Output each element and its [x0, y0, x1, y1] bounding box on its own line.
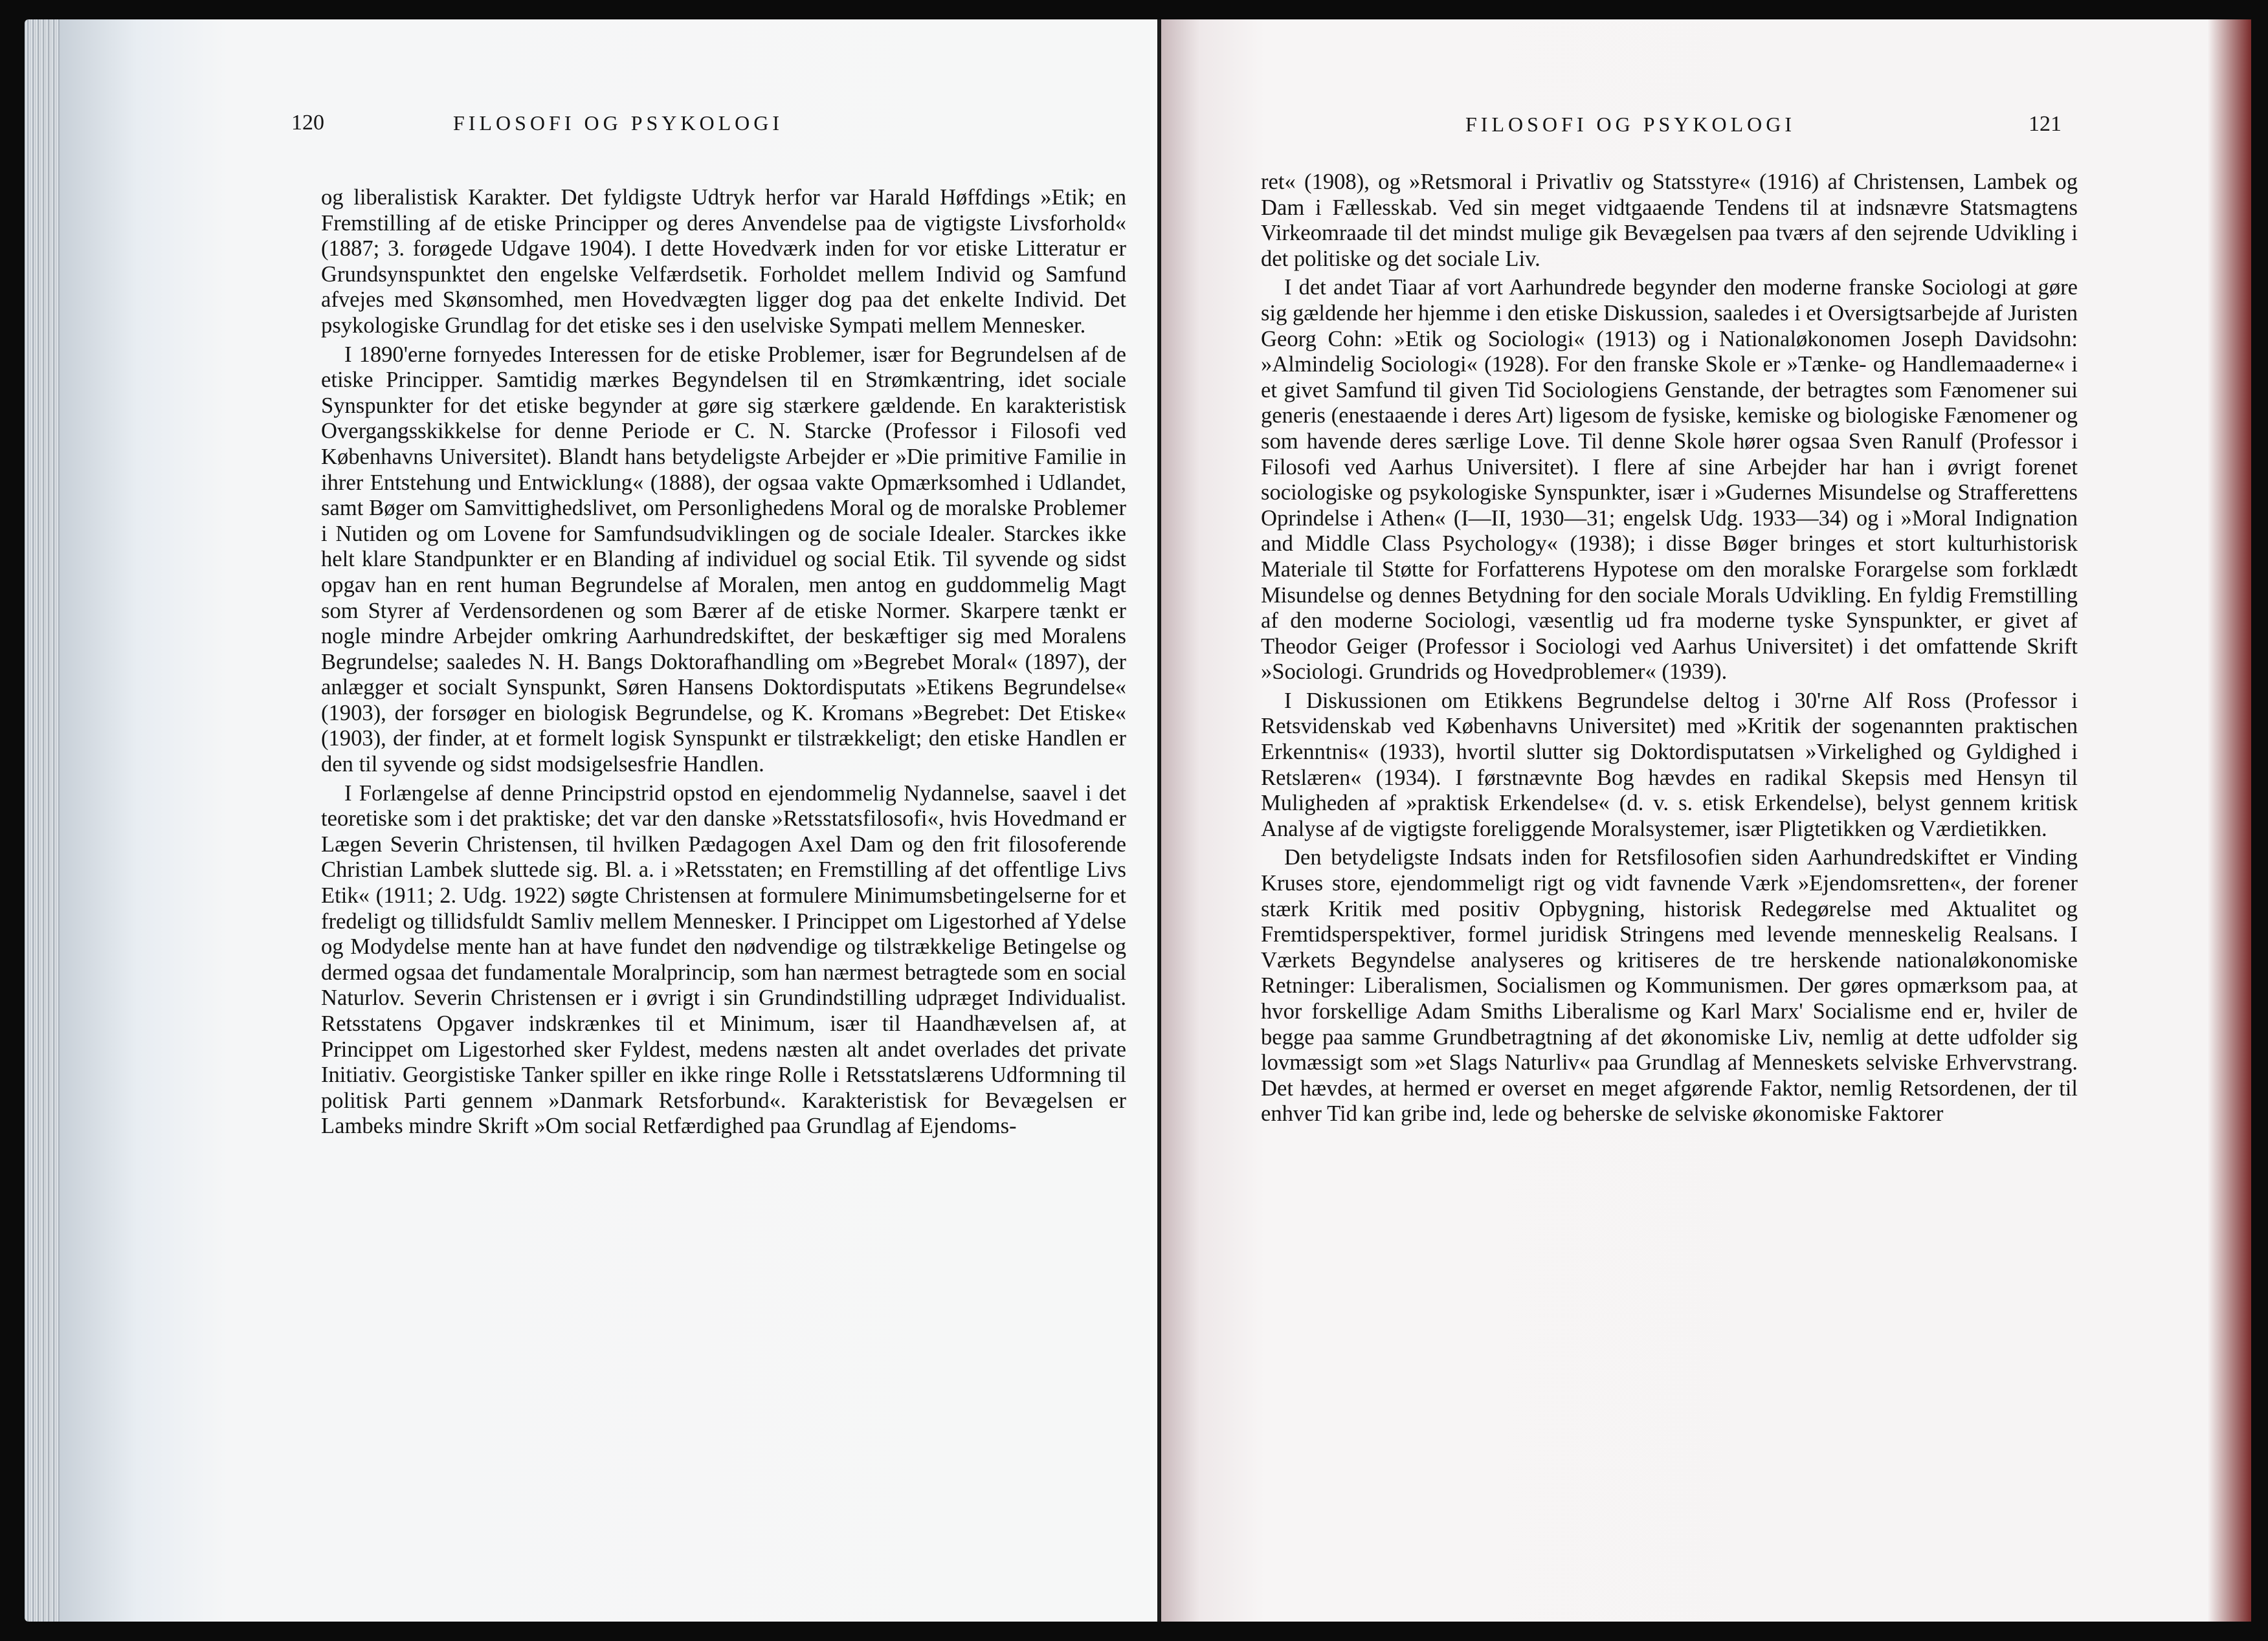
paragraph: og liberalistisk Karakter. Det fyldigste Udtryk herfor var Harald Høffdings »Etik; en Fremstilling af de etiske Principper og deres Anvendelse paa de vigtigste Livsforhold« (1887; 3. forøgede Udgave 1904). I dette Hovedværk inden for vor etiske Litteratur er Grundsynspunktet den engelske Velfærdsetik. Forholdet mellem Individ og Samfund afvejes med Skønsomhed, men Hovedvægten ligger dog paa det enkelte Individ. Det psykologiske Grundlag for det etiske ses i den uselviske Sympati mellem Mennesker.: [321, 185, 1126, 338]
right-page: [1161, 19, 2251, 1622]
paragraph: I 1890'erne fornyedes Interessen for de etiske Problemer, især for Begrundelsen af de etiske Principper. Samtidig mærkes Begyndelsen til en Strømkæntring, idet sociale Synspunkter for det etiske begynder at gøre sig stærkere gældende. En karakteristisk Overgangsskikkelse for denne Periode er C. N. Starcke (Professor i Filosofi ved Københavns Universitet). Blandt hans betydeligste Arbejder er »Die primitive Familie in ihrer Entstehung und Entwicklung« (1888), der ogsaa vakte Opmærksomhed i Udlandet, samt Bøger om Samvittighedslivet, om Personlighedens Moral og de moralske Problemer i Nutiden og om Lovene for Samfundsudviklingen og de sociale Idealer. Starckes ikke helt klare Standpunkter er en Blanding af individuel og social Etik. Til syvende og sidst opgav han en rent human Begrundelse af Moralen, men antog en guddommelig Magt som Styrer af Verdensordenen og som Bærer af de etiske Normer. Skarpere tænkt er nogle mindre Arbejder omkring Aarhundredskiftet, der beskæftiger sig med Moralens Begrundelse; saaledes N. H. Bangs Doktorafhandling om »Begrebet Moral« (1897), der anlægger et socialt Synspunkt, Søren Hansens Doktordisputats »Etikens Begrundelse« (1903), der forsøger en biologisk Begrundelse, og K. Kromans »Begrebet: Det Etiske« (1903), der finder, at et formelt logisk Synspunkt er tilstrækkeligt; den etiske Handlen er den til syvende og sidst modsigelsesfrie Handlen.: [321, 342, 1126, 777]
right-page-body: [1261, 170, 2078, 1130]
paragraph: Den betydeligste Indsats inden for Retsfilosofien siden Aarhundredskiftet er Vinding Kruses store, ejendommeligt rigt og vidt favnende Værk »Ejendomsretten«, der forener stærk Kritik med positiv Opbygning, historisk Redegørelse med Aktualitet og Fremtidsperspektiver, formel juridisk Stringens med levende menneskelig Realsans. I Værkets Begyndelse analyseres og kritiseres de tre herskende nationaløkonomiske Retninger: Liberalismen, Socialismen og Kommunismen. Der gøres opmærksom paa, at hvor forskellige Adam Smiths Liberalisme og Karl Marx' Socialisme end er, hviler de begge paa samme Grundbetragtning af det økonomiske Liv, nemlig at dette udfolder sig lovmæssigt som »et Slags Naturliv« paa Grundlag af Menneskets selviske Erhvervstrang. Det hævdes, at hermed er overset en meget afgørende Faktor, nemlig Retsordenen, der til enhver Tid kan gribe ind, lede og beherske de selviske økonomiske Faktorer: [1261, 845, 2078, 1127]
paragraph: I Diskussionen om Etikkens Begrundelse deltog i 30'rne Alf Ross (Professor i Retsvidenskab ved Københavns Universitet) med »Kritik der sogenannten praktischen Erkenntnis« (1933), hvortil slutter sig Doktordisputatsen »Virkelighed og Gyldighed i Retslæren« (1934). I førstnævnte Bog hævdes en radikal Skepsis med Hensyn til Muligheden af »praktisk Erkendelse« (d. v. s. etisk Erkendelse), belyst gennem kritisk Analyse af de vigtigste foreliggende Moralsystemer, især Pligtetikken og Værdietikken.: [1261, 688, 2078, 841]
left-page-header: [60, 104, 1161, 142]
left-page: [60, 19, 1161, 1622]
page-number: 121: [2029, 112, 2062, 136]
paragraph: ret« (1908), og »Retsmoral i Privatliv og Statsstyre« (1916) af Christensen, Lambek og Dam i Fællesskab. Ved sin meget vidtgaaende Tendens til at indsnævre Statsmagtens Virkeomraade til det mindst mulige gik Bevægelsen paa tværs af den sejrende Udvikling i det politiske og det sociale Liv.: [1261, 170, 2078, 271]
running-head: FILOSOFI OG PSYKOLOGI: [1465, 113, 1796, 136]
right-page-header: [1161, 105, 2251, 144]
paragraph: I Forlængelse af denne Principstrid opstod en ejendommelig Nydannelse, saavel i det teoretiske som i det praktiske; det var den danske »Retsstatsfilosofi«, hvis Hovedmand er Lægen Severin Christensen, til hvilken Pædagogen Axel Dam og den frit filosoferende Christian Lambek sluttede sig. Bl. a. i »Retsstaten; en Fremstilling af det offentlige Livs Etik« (1911; 2. Udg. 1922) søgte Christensen at formulere Minimumsbetingelserne for et fredeligt og tillidsfuldt Samliv mellem Mennesker. I Princippet om Ligestorhed af Ydelse og Modydelse mente han at have fundet den nødvendige og tilstrækkelige Betingelse og dermed ogsaa det fundamentale Moralprincip, som han nærmest betragtede som en social Naturlov. Severin Christensen er i øvrigt i sin Grundindstilling udpræget Individualist. Retsstatens Opgaver indskrænkes til et Minimum, især til Haandhævelsen af, at Princippet om Ligestorhed sker Fyldest, medens næsten alt andet overlades det private Initiativ. Georgistiske Tanker spiller en ikke ringe Rolle i Retsstatslærens Udformning til politisk Parti gennem »Danmark Retsforbund«. Karakteristisk for Bevægelsen er Lambeks mindre Skrift »Om social Retfærdighed paa Grundlag af Ejendoms-: [321, 780, 1126, 1139]
paragraph: I det andet Tiaar af vort Aarhundrede begynder den moderne franske Sociologi at gøre sig gældende her hjemme i den etiske Diskussion, saaledes i et Oversigtsarbejde af Juristen Georg Cohn: »Etik og Sociologi« (1913) og i Nationaløkonomen Joseph Davidsohn: »Almindelig Sociologi« (1928). For den franske Skole er »Tænke- og Handlemaaderne« i et givet Samfund til given Tid Sociologiens Genstande, der betragtes som Fænomener sui generis (enestaaende i deres Art) ligesom de fysiske, kemiske og biologiske Fænomener og som havende deres særlige Love. Til denne Skole hører ogsaa Sven Ranulf (Professor i Filosofi ved Aarhus Universitet). I flere af sine Arbejder har han i øvrigt forenet sociologiske og psykologiske Synspunkter, især i »Gudernes Misundelse og Strafferettens Oprindelse i Athen« (I—II, 1930—31; engelsk Udg. 1933—34) og i »Moral Indignation and Middle Class Psychology« (1938); i disse Bøger bringes et stort kulturhistorisk Materiale til Støtte for Forfatterens Hypotese om den moralske Forargelse som forklædt Misundelse og dennes Betydning for den sociale Morals Udvikling. En fyldig Fremstilling af den moderne Sociologi, væsentlig ud fra moderne tyske Synspunkter, er givet af Theodor Geiger (Professor i Sociologi ved Aarhus Universitet) i det omfattende Skrift »Sociologi. Grundrids og Hovedproblemer« (1939).: [1261, 275, 2078, 685]
running-head: FILOSOFI OG PSYKOLOGI: [453, 111, 784, 135]
left-page-body: [321, 185, 1126, 1143]
page-number: 120: [291, 111, 324, 135]
